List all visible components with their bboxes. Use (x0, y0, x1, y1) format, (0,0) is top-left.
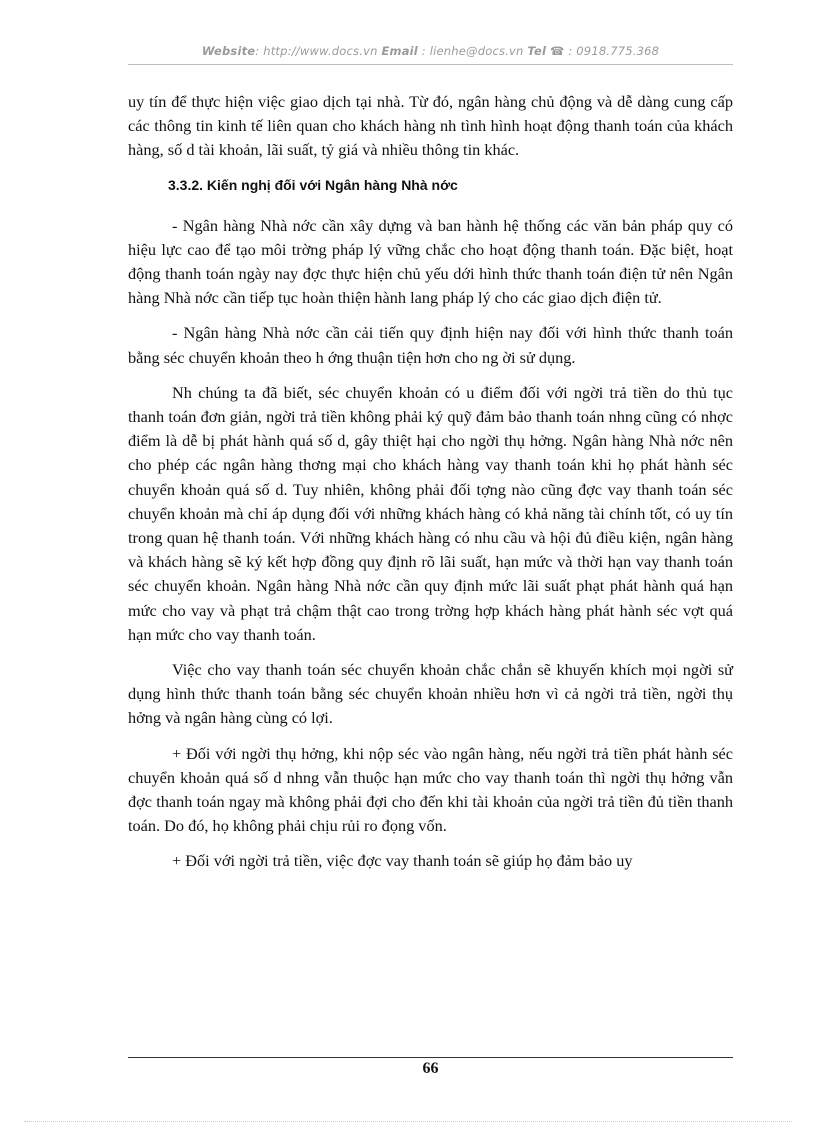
website-url[interactable]: : http://www.docs.vn (255, 44, 382, 58)
page-number: 66 (422, 1060, 439, 1077)
website-label: Website (201, 44, 256, 58)
document-body (128, 90, 733, 885)
email-label: Email (381, 44, 418, 58)
paragraph-legal-framework: - Ngân hàng Nhà nớc cần xây dựng và ban hành hệ thống các văn bản pháp quy có hiệu lực cao để tạo môi trờng pháp lý vững chắc cho hoạt động thanh toán. Đặc biệt, hoạt động thanh toán ngày nay đợc thực hiện chủ yếu dới hình thức thanh toán điện tử nên Ngân hàng Nhà nớc cần tiếp tục hoàn thiện hành lang pháp lý cho các giao dịch điện tử. (128, 215, 733, 308)
tel-number: ☎ : 0918.775.368 (546, 44, 660, 58)
email-address[interactable]: : lienhe@docs.vn (417, 44, 528, 58)
paragraph-cheque-advantages: Nh chúng ta đã biết, séc chuyển khoản có u điểm đối với ngời trả tiền do thủ tục thanh toán đơn giản, ngời trả tiền không phải ký quỹ đảm bảo thanh toán nhng cũng có nhợc điểm là dễ bị phát hành quá số d, gây thiệt hại cho ngời thụ hởng. Ngân hàng Nhà nớc nên cho phép các ngân hàng thơng mại cho khách hàng vay thanh toán khi họ phát hành séc chuyển khoản quá số d. Tuy nhiên, không phải đối tợng nào cũng đợc vay thanh toán séc chuyển khoản mà chỉ áp dụng đối với những khách hàng có khả năng tài chính tốt, có uy tín trong quan hệ thanh toán. Với những khách hàng có nhu cầu và hội đủ điều kiện, ngân hàng và khách hàng sẽ ký kết hợp đồng quy định rõ lãi suất, hạn mức và thời hạn vay thanh toán séc chuyển khoản. Ngân hàng Nhà nớc cần quy định mức lãi suất phạt phát hành quá hạn mức cho vay và phạt trả chậm thật cao trong trờng hợp khách hàng phát hành séc vợt quá hạn mức cho vay thanh toán. (128, 382, 733, 644)
footer-divider (128, 1057, 733, 1058)
page-bottom-border (24, 1121, 792, 1122)
tel-label: Tel (527, 44, 547, 58)
paragraph-lending-benefits: Việc cho vay thanh toán séc chuyển khoản chắc chắn sẽ khuyến khích mọi ngời sử dụng hình thức thanh toán bằng séc chuyển khoản nhiều hơn vì cả ngời trả tiền, ngời thụ hởng và ngân hàng cùng có lợi. (128, 660, 733, 728)
paragraph-payer: + Đối với ngời trả tiền, việc đợc vay thanh toán sẽ giúp họ đảm bảo uy (172, 851, 633, 871)
header-divider (128, 64, 733, 65)
paragraph-continuation: uy tín để thực hiện việc giao dịch tại nhà. Từ đó, ngân hàng chủ động và dễ dàng cung cấp các thông tin kinh tế liên quan cho khách hàng nh tình hình hoạt động thanh toán của khách hàng, số d tài khoản, lãi suất, tỷ giá và nhiều thông tin khác. (128, 92, 733, 160)
paragraph-beneficiary: + Đối với ngời thụ hởng, khi nộp séc vào ngân hàng, nếu ngời trả tiền phát hành séc chuyển khoản quá số d nhng vẫn thuộc hạn mức cho vay thanh toán thì ngời thụ hởng vẫn đợc thanh toán ngay mà không phải đợi cho đến khi tài khoản của ngời trả tiền đủ tiền thanh toán. Do đó, họ không phải chịu rủi ro đọng vốn. (128, 743, 733, 836)
page-header (128, 44, 733, 64)
paragraph-cheque-regulation: - Ngân hàng Nhà nớc cần cải tiến quy định hiện nay đối với hình thức thanh toán bằng séc chuyển khoản theo h ớng thuận tiện hơn cho ng ời sử dụng. (128, 323, 733, 367)
section-heading: 3.3.2. Kiến nghị đối với Ngân hàng Nhà nớc (168, 176, 458, 193)
